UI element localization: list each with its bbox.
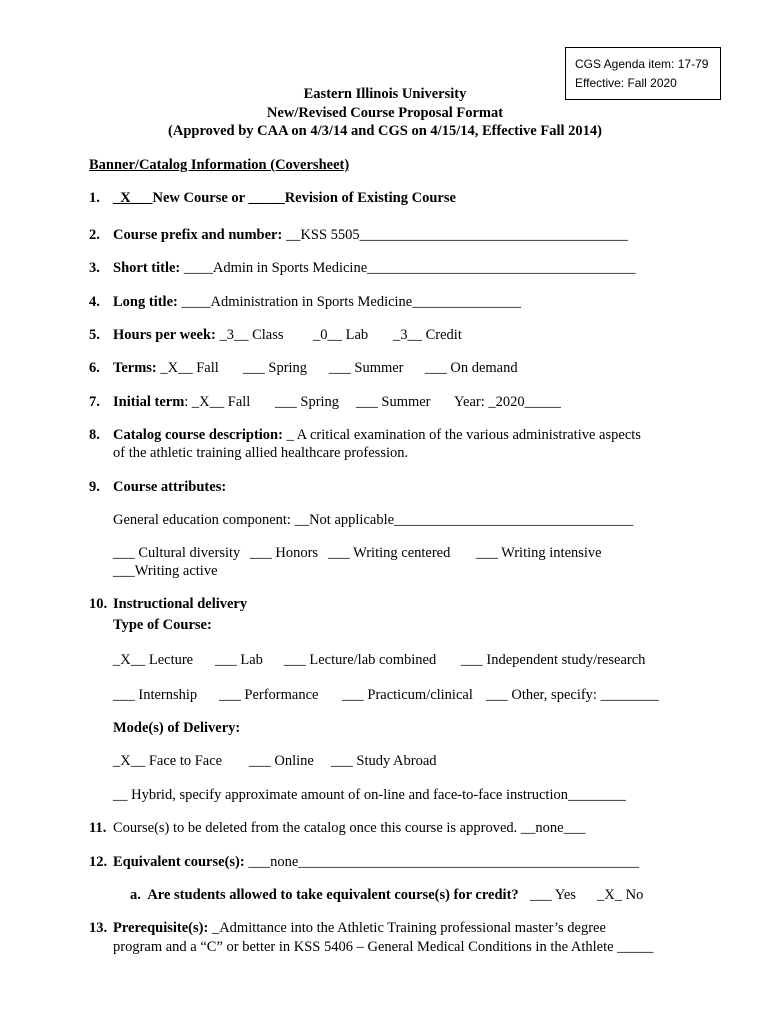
item-number: 4. [89, 294, 100, 310]
long-title-value: ____Administration in Sports Medicine_______________ [177, 294, 521, 310]
face-to-face: _X__ Face to Face [113, 753, 223, 769]
hours-label: Hours per week: [113, 327, 216, 343]
equivalent-courses-label: Equivalent course(s): [113, 854, 245, 870]
credit-hours: _3__ Credit [393, 327, 462, 343]
university-title: Eastern Illinois University [303, 86, 467, 102]
modes-of-delivery-label: Mode(s) of Delivery: [113, 720, 241, 736]
item-number: 9. [89, 479, 100, 495]
initial-term-fall: : _X__ Fall [184, 394, 251, 410]
section-title: Banner/Catalog Information (Coversheet) [89, 157, 350, 173]
hours-line [113, 328, 284, 343]
course-prefix-line [113, 228, 628, 243]
term-spring: ___ Spring [243, 360, 308, 376]
writing-active: ___Writing active [113, 563, 218, 579]
writing-intensive: ___ Writing intensive [476, 545, 602, 561]
new-course-mark: X [120, 190, 131, 206]
type-of-course-label: Type of Course: [113, 617, 212, 633]
writing-centered: ___ Writing centered [328, 545, 451, 561]
effective-date-text: Effective: Fall 2020 [575, 76, 677, 90]
equivalent-courses-value: ___none_______________________________________________ [244, 854, 640, 870]
item-number: 11. [89, 820, 107, 836]
prerequisites-line [113, 921, 606, 936]
class-hours: _3__ Class [215, 327, 284, 343]
initial-term-year: Year: _2020_____ [454, 394, 561, 410]
equivalent-no: _X_ No [597, 887, 644, 903]
item-number: 5. [89, 327, 100, 343]
lab-hours: _0__ Lab [313, 327, 369, 343]
term-on-demand: ___ On demand [425, 360, 518, 376]
initial-term-summer: ___ Summer [356, 394, 431, 410]
other-specify: ___ Other, specify: ________ [486, 687, 659, 703]
item-number: 2. [89, 227, 100, 243]
course-type-text: ___New Course or _____Revision of Existing Course [130, 190, 456, 206]
performance: ___ Performance [219, 687, 319, 703]
item-number: 1. [89, 190, 100, 206]
terms-line [113, 361, 219, 376]
gen-ed-line: General education component: __Not applicable_________________________________ [113, 512, 634, 528]
internship: ___ Internship [113, 687, 198, 703]
short-title-line [113, 261, 635, 276]
item-number: 13. [89, 920, 108, 936]
lecture: _X__ Lecture [113, 652, 194, 668]
course-type-line [113, 191, 456, 206]
catalog-description-line [113, 428, 641, 443]
equivalent-courses-line [113, 855, 639, 870]
format-title: New/Revised Course Proposal Format [266, 105, 504, 121]
short-title-value: ____Admin in Sports Medicine_____________________________________ [180, 260, 636, 276]
catalog-description-text-2: of the athletic training allied healthcare profession. [113, 445, 409, 461]
cultural-diversity: ___ Cultural diversity [113, 545, 241, 561]
term-fall: _X__ Fall [156, 360, 219, 376]
item-number: 8. [89, 427, 100, 443]
agenda-item-text: CGS Agenda item: 17-79 [575, 57, 709, 71]
equivalent-yes: ___ Yes [530, 887, 576, 903]
practicum-clinical: ___ Practicum/clinical [342, 687, 473, 703]
initial-term-label: Initial term [113, 394, 185, 410]
prerequisites-text: _Admittance into the Athletic Training professional master’s degree [208, 920, 606, 936]
catalog-description-text: _ A critical examination of the various administrative aspects [282, 427, 641, 443]
long-title-label: Long title: [113, 294, 178, 310]
approval-line: (Approved by CAA on 4/3/14 and CGS on 4/15/14, Effective Fall 2014) [168, 123, 602, 139]
course-prefix-value: __KSS 5505_____________________________________ [282, 227, 628, 243]
item-number: 12. [89, 854, 108, 870]
course-attributes-label: Course attributes: [113, 479, 227, 495]
hybrid: __ Hybrid, specify approximate amount of on-line and face-to-face instruction________ [113, 787, 626, 803]
lab: ___ Lab [215, 652, 263, 668]
term-summer: ___ Summer [329, 360, 404, 376]
initial-term-spring: ___ Spring [275, 394, 340, 410]
equivalent-credit-question: a. Are students allowed to take equivalent course(s) for credit? [130, 887, 519, 903]
prerequisites-label: Prerequisite(s): [113, 920, 209, 936]
long-title-line [113, 295, 521, 310]
item-number: 3. [89, 260, 100, 276]
courses-deleted-line: Course(s) to be deleted from the catalog once this course is approved. __none___ [113, 820, 586, 836]
item-number: 10. [89, 596, 108, 612]
online: ___ Online [249, 753, 314, 769]
prerequisites-text-2: program and a “C” or better in KSS 5406 – General Medical Conditions in the Athlete _____ [113, 939, 654, 955]
short-title-label: Short title: [113, 260, 181, 276]
honors: ___ Honors [250, 545, 319, 561]
catalog-description-label: Catalog course description: [113, 427, 283, 443]
item-number: 7. [89, 394, 100, 410]
instructional-delivery-label: Instructional delivery [113, 596, 248, 612]
initial-term-line [113, 395, 250, 410]
lecture-lab-combined: ___ Lecture/lab combined [284, 652, 437, 668]
terms-label: Terms: [113, 360, 157, 376]
independent-study: ___ Independent study/research [461, 652, 646, 668]
study-abroad: ___ Study Abroad [331, 753, 437, 769]
blank: _ [113, 190, 121, 206]
course-prefix-label: Course prefix and number: [113, 227, 283, 243]
item-number: 6. [89, 360, 100, 376]
